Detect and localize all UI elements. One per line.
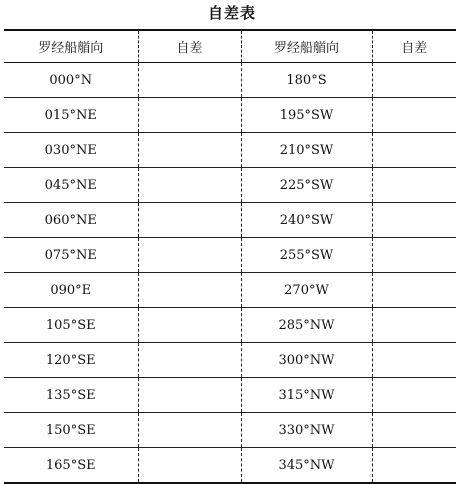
column-header-deviation-right: 自差 <box>372 30 456 63</box>
deviation-right-cell <box>372 413 456 448</box>
heading-right-cell: 285°NW <box>241 308 372 343</box>
table-row <box>4 133 456 168</box>
heading-right-cell: 255°SW <box>241 238 372 273</box>
heading-left-cell: 150°SE <box>4 413 138 448</box>
deviation-right-cell <box>372 133 456 168</box>
heading-right-cell: 225°SW <box>241 168 372 203</box>
heading-left-cell: 165°SE <box>4 448 138 484</box>
deviation-left-cell <box>138 98 241 133</box>
column-header-heading-right: 罗经船艏向 <box>241 30 372 63</box>
deviation-right-cell <box>372 448 456 484</box>
table-row <box>4 168 456 203</box>
table-row <box>4 273 456 308</box>
deviation-left-cell <box>138 448 241 484</box>
deviation-left-cell <box>138 203 241 238</box>
deviation-left-cell <box>138 133 241 168</box>
heading-right-cell: 300°NW <box>241 343 372 378</box>
table-row <box>4 413 456 448</box>
heading-left-cell: 060°NE <box>4 203 138 238</box>
deviation-left-cell <box>138 343 241 378</box>
deviation-table <box>4 29 456 484</box>
table-row <box>4 378 456 413</box>
deviation-right-cell <box>372 98 456 133</box>
heading-left-cell: 120°SE <box>4 343 138 378</box>
table-row <box>4 203 456 238</box>
heading-right-cell: 315°NW <box>241 378 372 413</box>
heading-right-cell: 330°NW <box>241 413 372 448</box>
heading-left-cell: 015°NE <box>4 98 138 133</box>
heading-left-cell: 135°SE <box>4 378 138 413</box>
deviation-right-cell <box>372 343 456 378</box>
table-title: 自差表 <box>207 4 256 22</box>
deviation-left-cell <box>138 308 241 343</box>
heading-right-cell: 345°NW <box>241 448 372 484</box>
table-row <box>4 448 456 484</box>
deviation-left-cell <box>138 413 241 448</box>
deviation-left-cell <box>138 273 241 308</box>
heading-right-cell: 195°SW <box>241 98 372 133</box>
deviation-right-cell <box>372 63 456 98</box>
deviation-right-cell <box>372 273 456 308</box>
heading-left-cell: 030°NE <box>4 133 138 168</box>
heading-right-cell: 210°SW <box>241 133 372 168</box>
deviation-left-cell <box>138 238 241 273</box>
table-row <box>4 98 456 133</box>
heading-left-cell: 105°SE <box>4 308 138 343</box>
table-row <box>4 63 456 98</box>
heading-left-cell: 045°NE <box>4 168 138 203</box>
heading-left-cell: 090°E <box>4 273 138 308</box>
deviation-right-cell <box>372 238 456 273</box>
heading-left-cell: 000°N <box>4 63 138 98</box>
deviation-right-cell <box>372 168 456 203</box>
header-row <box>4 30 456 63</box>
deviation-right-cell <box>372 203 456 238</box>
table-row <box>4 308 456 343</box>
heading-right-cell: 270°W <box>241 273 372 308</box>
column-header-deviation-left: 自差 <box>138 30 241 63</box>
column-header-heading-left: 罗经船艏向 <box>4 30 138 63</box>
heading-right-cell: 240°SW <box>241 203 372 238</box>
table-row <box>4 238 456 273</box>
heading-right-cell: 180°S <box>241 63 372 98</box>
heading-left-cell: 075°NE <box>4 238 138 273</box>
table-row <box>4 343 456 378</box>
deviation-right-cell <box>372 308 456 343</box>
deviation-right-cell <box>372 378 456 413</box>
deviation-left-cell <box>138 168 241 203</box>
deviation-left-cell <box>138 63 241 98</box>
deviation-left-cell <box>138 378 241 413</box>
